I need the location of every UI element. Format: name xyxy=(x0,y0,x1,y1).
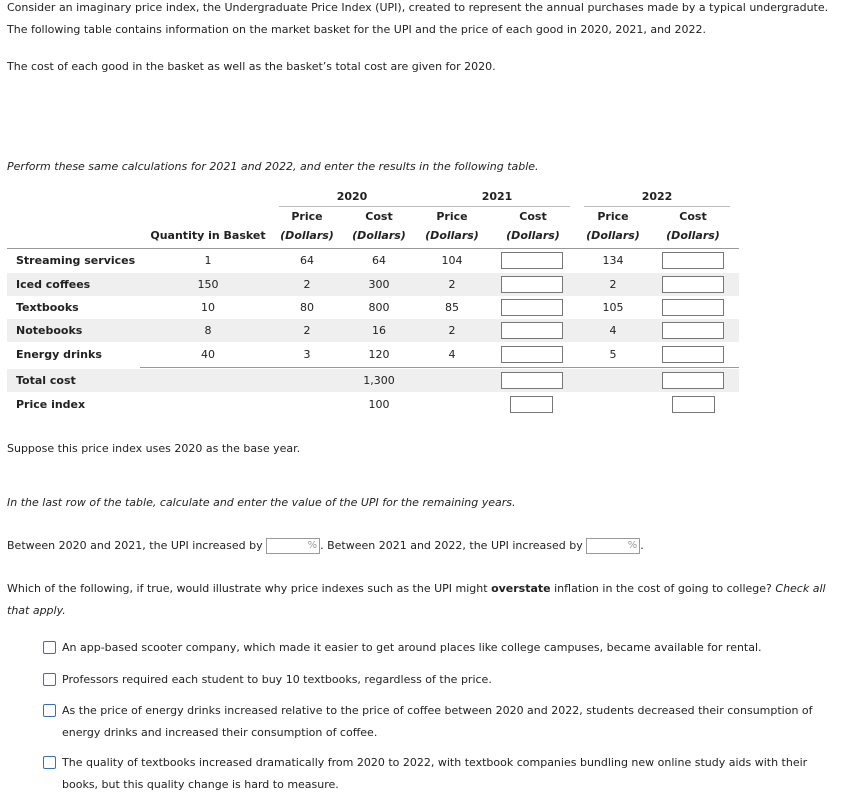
cost-2021-input[interactable] xyxy=(501,346,563,363)
row-label: Textbooks xyxy=(16,301,79,314)
question-after: inflation in the cost of going to college? xyxy=(550,582,776,595)
increase-text-2: . Between 2021 and 2022, the UPI increased by xyxy=(320,539,583,552)
question-bold: overstate xyxy=(491,582,551,595)
price-2022-cell: 2 xyxy=(609,278,617,291)
cost-2020-cell: 64 xyxy=(372,254,386,267)
cost-2021-input[interactable] xyxy=(501,252,563,269)
total-cost-row xyxy=(7,369,739,392)
table-row xyxy=(7,249,739,272)
cost-2022-input[interactable] xyxy=(662,322,724,339)
price-index-2020: 100 xyxy=(368,398,390,411)
row-label: Streaming services xyxy=(16,254,136,267)
option-1-label: An app-based scooter company, which made it easier to get around places like college campuses, became available for rental. xyxy=(62,641,762,654)
cost-2022-input[interactable] xyxy=(662,299,724,316)
price-2021-cell: 2 xyxy=(448,278,456,291)
cost-2020-cell: 800 xyxy=(368,301,390,314)
price-index-label: Price index xyxy=(16,398,86,411)
percent-sign: % xyxy=(627,540,638,551)
price-2022-cell: 5 xyxy=(609,348,617,361)
option-3[interactable] xyxy=(43,700,813,744)
qty-cell: 8 xyxy=(204,324,212,337)
cost-2021-header: Cost (Dollars) xyxy=(506,210,560,242)
price-2021-cell: 85 xyxy=(445,301,459,314)
price-2021-header: Price (Dollars) xyxy=(425,210,479,242)
option-1[interactable] xyxy=(43,637,813,659)
cost-2021-input[interactable] xyxy=(501,322,563,339)
year-2022-header: 2022 xyxy=(641,190,673,203)
increase-2021-input[interactable] xyxy=(267,542,311,554)
price-2020-cell: 64 xyxy=(300,254,314,267)
price-index-2022-input[interactable] xyxy=(672,396,715,413)
increase-text-1: Between 2020 and 2021, the UPI increased by xyxy=(7,539,263,552)
cost-2020-cell: 16 xyxy=(372,324,386,337)
price-index-row xyxy=(7,393,739,416)
price-2020-cell: 3 xyxy=(303,348,311,361)
qty-cell: 1 xyxy=(204,254,212,267)
question-hint: Check all that apply. xyxy=(7,582,826,617)
total-cost-label: Total cost xyxy=(16,374,76,387)
year-2020-header: 2020 xyxy=(336,190,368,203)
option-2[interactable] xyxy=(43,669,813,691)
increase-end: . xyxy=(640,539,644,552)
table-row xyxy=(7,319,739,342)
row-label: Energy drinks xyxy=(16,348,102,361)
price-index-2021-input[interactable] xyxy=(510,396,553,413)
cost-2022-input[interactable] xyxy=(662,252,724,269)
option-1-checkbox[interactable] xyxy=(43,641,56,654)
option-4-label: The quality of textbooks increased dramatically from 2020 to 2022, with textbook companies bundling new online study aids with their books, but this quality change is hard to measure. xyxy=(62,756,808,791)
cost-2022-input[interactable] xyxy=(662,346,724,363)
price-2021-cell: 4 xyxy=(448,348,456,361)
intro-line-2: The following table contains information on the market basket for the UPI and the price of each good in 2020, 2021, and 2022. xyxy=(7,23,707,36)
increase-sentence xyxy=(7,538,644,554)
cost-2022-input[interactable] xyxy=(662,276,724,293)
total-cost-2020: 1,300 xyxy=(363,374,395,387)
cost-2021-input[interactable] xyxy=(501,276,563,293)
year-2021-header: 2021 xyxy=(481,190,513,203)
cost-2021-input[interactable] xyxy=(501,299,563,316)
instruction-text: Perform these same calculations for 2021 and 2022, and enter the results in the following table. xyxy=(7,160,539,173)
option-2-checkbox[interactable] xyxy=(43,673,56,686)
row-label: Iced coffees xyxy=(16,278,91,291)
increase-2022-input[interactable] xyxy=(587,542,631,554)
table-row xyxy=(7,273,739,296)
intro-line-1: Consider an imaginary price index, the Undergraduate Price Index (UPI), created to represent the annual purchases made by a typical undergradute. xyxy=(7,1,829,14)
increase-2021-field[interactable] xyxy=(266,538,320,554)
total-cost-2022-input[interactable] xyxy=(662,372,724,389)
price-2022-cell: 134 xyxy=(602,254,624,267)
total-cost-2021-input[interactable] xyxy=(501,372,563,389)
question-text xyxy=(7,578,827,622)
intro-line-3: The cost of each good in the basket as well as the basket’s total cost are given for 2020. xyxy=(7,60,496,73)
increase-2022-field[interactable] xyxy=(586,538,640,554)
qty-cell: 40 xyxy=(201,348,215,361)
percent-sign: % xyxy=(307,540,318,551)
option-4-checkbox[interactable] xyxy=(43,756,56,769)
question-before: Which of the following, if true, would illustrate why price indexes such as the UPI might xyxy=(7,582,492,595)
total-rule xyxy=(140,367,739,368)
price-2022-cell: 4 xyxy=(609,324,617,337)
table-row xyxy=(7,343,739,366)
price-2020-cell: 2 xyxy=(303,278,311,291)
cost-2020-cell: 120 xyxy=(368,348,390,361)
qty-cell: 10 xyxy=(201,301,215,314)
option-4[interactable] xyxy=(43,752,813,796)
qty-header: Quantity in Basket xyxy=(150,229,266,242)
cost-2020-cell: 300 xyxy=(368,278,390,291)
row-label: Notebooks xyxy=(16,324,83,337)
price-2020-cell: 80 xyxy=(300,301,314,314)
price-2022-header: Price (Dollars) xyxy=(586,210,640,242)
qty-cell: 150 xyxy=(197,278,219,291)
table-row xyxy=(7,296,739,319)
price-2021-cell: 2 xyxy=(448,324,456,337)
price-2020-cell: 2 xyxy=(303,324,311,337)
price-2020-header: Price (Dollars) xyxy=(280,210,334,242)
price-2022-cell: 105 xyxy=(602,301,624,314)
option-2-label: Professors required each student to buy 10 textbooks, regardless of the price. xyxy=(62,673,492,686)
price-2021-cell: 104 xyxy=(441,254,463,267)
option-3-checkbox[interactable] xyxy=(43,704,56,717)
cost-2022-header: Cost (Dollars) xyxy=(666,210,720,242)
base-year-text: Suppose this price index uses 2020 as the base year. xyxy=(7,442,301,455)
last-row-instruction: In the last row of the table, calculate and enter the value of the UPI for the remaining years. xyxy=(7,496,516,509)
cost-2020-header: Cost (Dollars) xyxy=(352,210,406,242)
option-3-label: As the price of energy drinks increased relative to the price of coffee between 2020 and 2022, students decreased their consumption of energy drinks and increased their consumption of coffee. xyxy=(62,704,813,739)
